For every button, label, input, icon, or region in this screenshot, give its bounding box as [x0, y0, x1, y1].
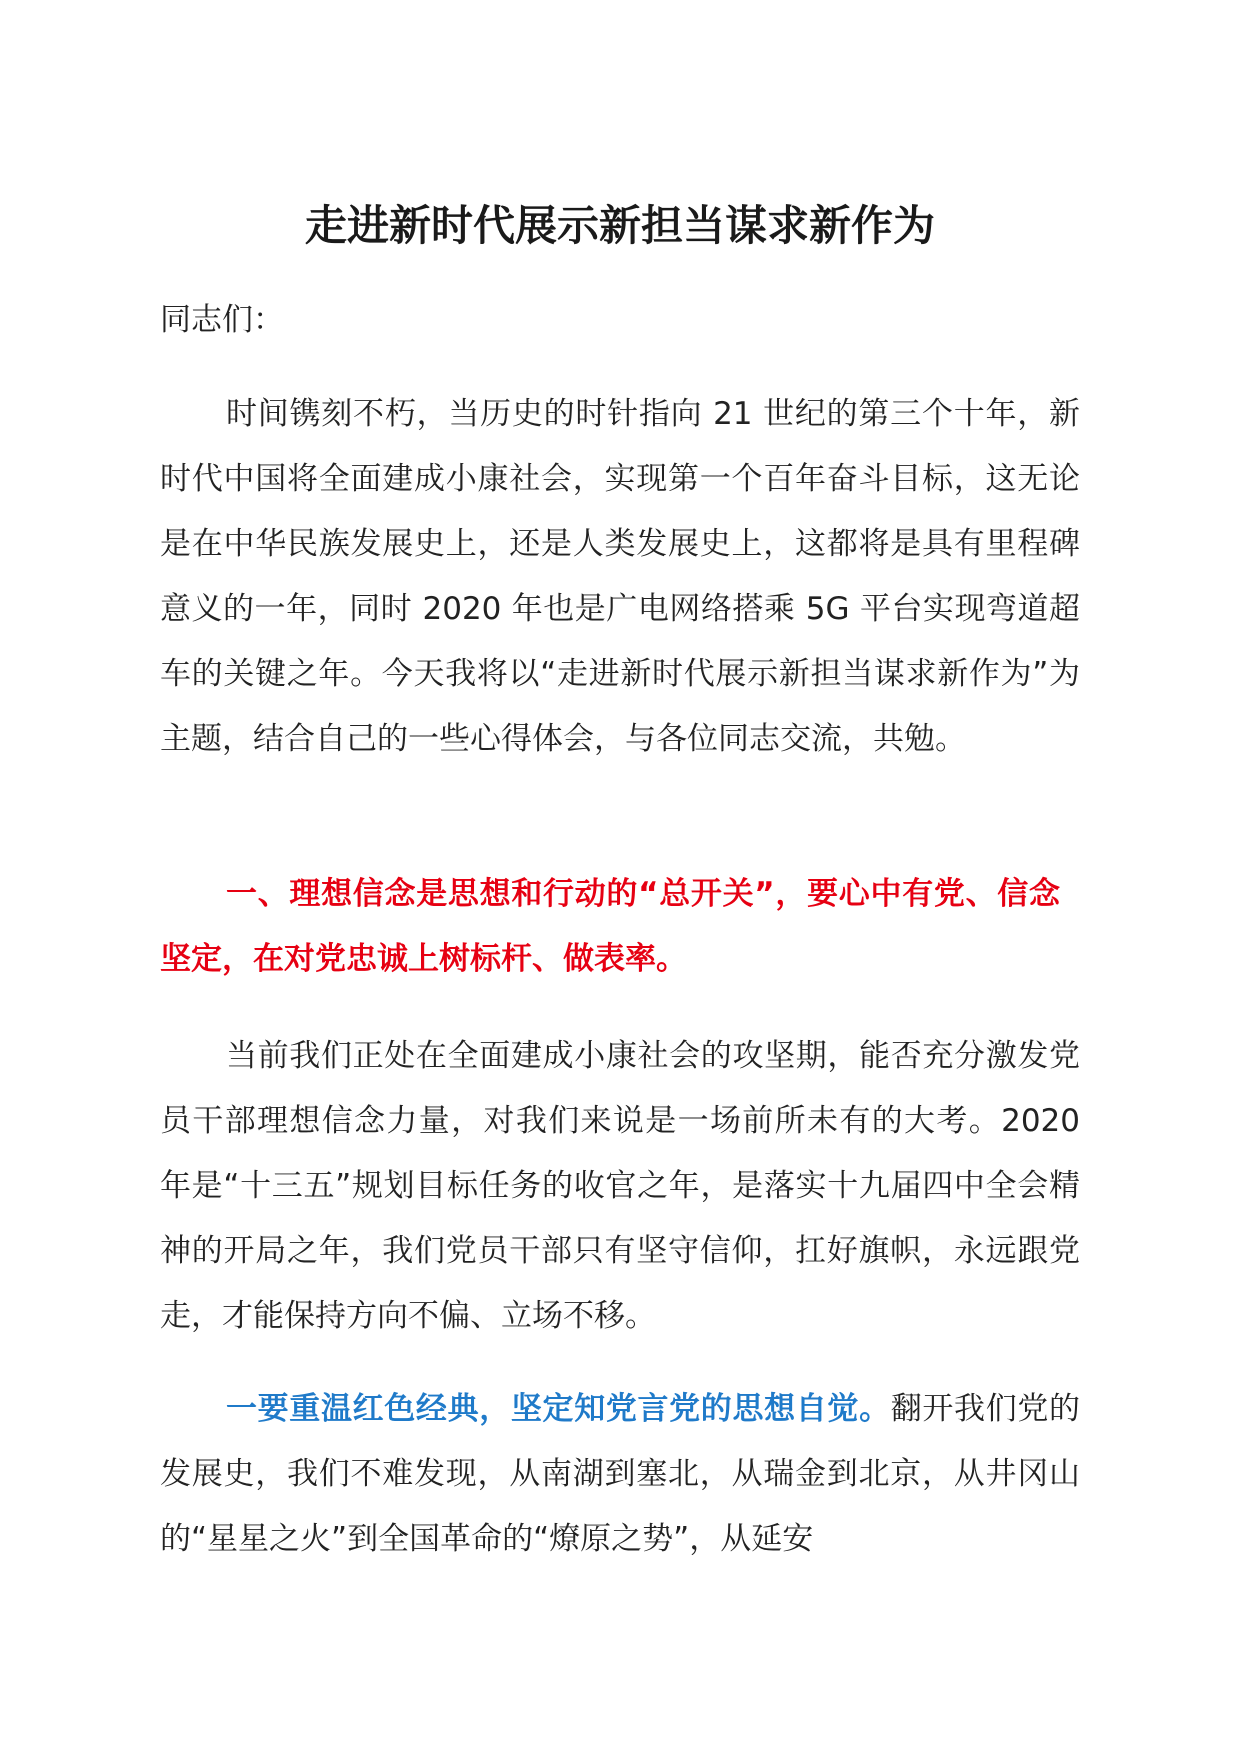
paragraph-body-2: 当前我们正处在全面建成小康社会的攻坚期，能否充分激发党员干部理想信念力量，对我们来说是一场前所未有的大考。2020 年是“十三五”规划目标任务的收官之年，是落实十九届四中全会精神的开局之年，我们党员干部只有坚守信仰，扛好旗帜，永远跟党走，才能保持方向不偏、立场不移。: [160, 1038, 1080, 1334]
document-title: 走进新时代展示新担当谋求新作为: [304, 201, 935, 250]
paragraph-intro: 时间镌刻不朽，当历史的时针指向 21 世纪的第三个十年，新时代中国将全面建成小康社会，实现第一个百年奋斗目标，这无论是在中华民族发展史上，还是人类发展史上，这都将是具有里程碑意义的一年，同时 2020 年也是广电网络搭乘 5G 平台实现弯道超车的关键之年。今天我将以“走进新时代展示新担当谋求新作为”为主题，结合自己的一些心得体会，与各位同志交流，共勉。: [160, 396, 1080, 757]
paragraph-body-3: [160, 1377, 1080, 1577]
salutation: 同志们：: [160, 302, 284, 338]
emphasis-lead: 一要重温红色经典，坚定知党言党的思想自觉。: [226, 1391, 891, 1427]
paragraph-body-3-text: 翻开我们党的发展史，我们不难发现，从南湖到塞北，从瑞金到北京，从井冈山的“星星之火”到全国革命的“燎原之势”，从延安: [160, 1391, 1080, 1557]
section-heading-1: 一、理想信念是思想和行动的“总开关”，要心中有党、信念坚定，在对党忠诚上树标杆、做表率。: [160, 876, 1060, 977]
